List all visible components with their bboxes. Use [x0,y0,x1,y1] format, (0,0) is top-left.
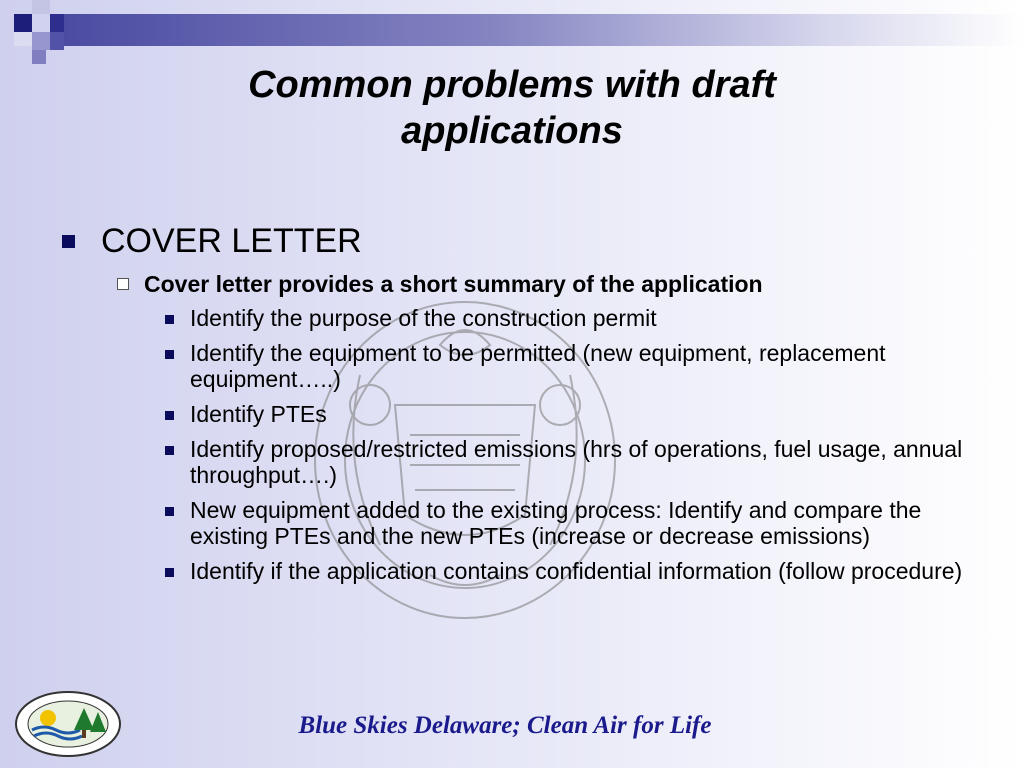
list-item [165,401,965,427]
title-line-2: applications [401,110,623,152]
level3-list [165,305,965,593]
level2-bullet [117,270,763,298]
list-item-text: Identify the purpose of the construction permit [190,305,657,331]
hollow-square-bullet-icon [117,278,129,290]
list-item [165,305,965,331]
list-item-text: Identify proposed/restricted emissions (hrs of operations, fuel usage, annual throughput….) [190,436,963,488]
list-item-text: Identify PTEs [190,401,327,427]
page-title [0,62,1024,154]
list-item [165,497,965,549]
square-bullet-icon [62,235,75,248]
corner-squares-icon [0,0,64,64]
list-item [165,436,965,488]
square-bullet-icon [165,446,174,455]
list-item-text: Identify the equipment to be permitted (new equipment, replacement equipment…..) [190,340,886,392]
list-item [165,340,965,392]
level1-text: COVER LETTER [101,222,362,260]
level2-text: Cover letter provides a short summary of the application [144,271,763,297]
footer-slogan: Blue Skies Delaware; Clean Air for Life [298,712,712,739]
header-gradient-bar [64,14,1024,46]
title-line-1: Common problems with draft [248,64,776,106]
list-item [165,558,965,584]
square-bullet-icon [165,568,174,577]
level1-bullet [62,220,362,262]
square-bullet-icon [165,315,174,324]
dnrec-logo-icon [14,690,122,758]
square-bullet-icon [165,411,174,420]
list-item-text: Identify if the application contains confidential information (follow procedure) [190,558,963,584]
square-bullet-icon [165,350,174,359]
list-item-text: New equipment added to the existing process: Identify and compare the existing PTEs and the new PTEs (increase or decrease emissions) [190,497,922,549]
square-bullet-icon [165,507,174,516]
